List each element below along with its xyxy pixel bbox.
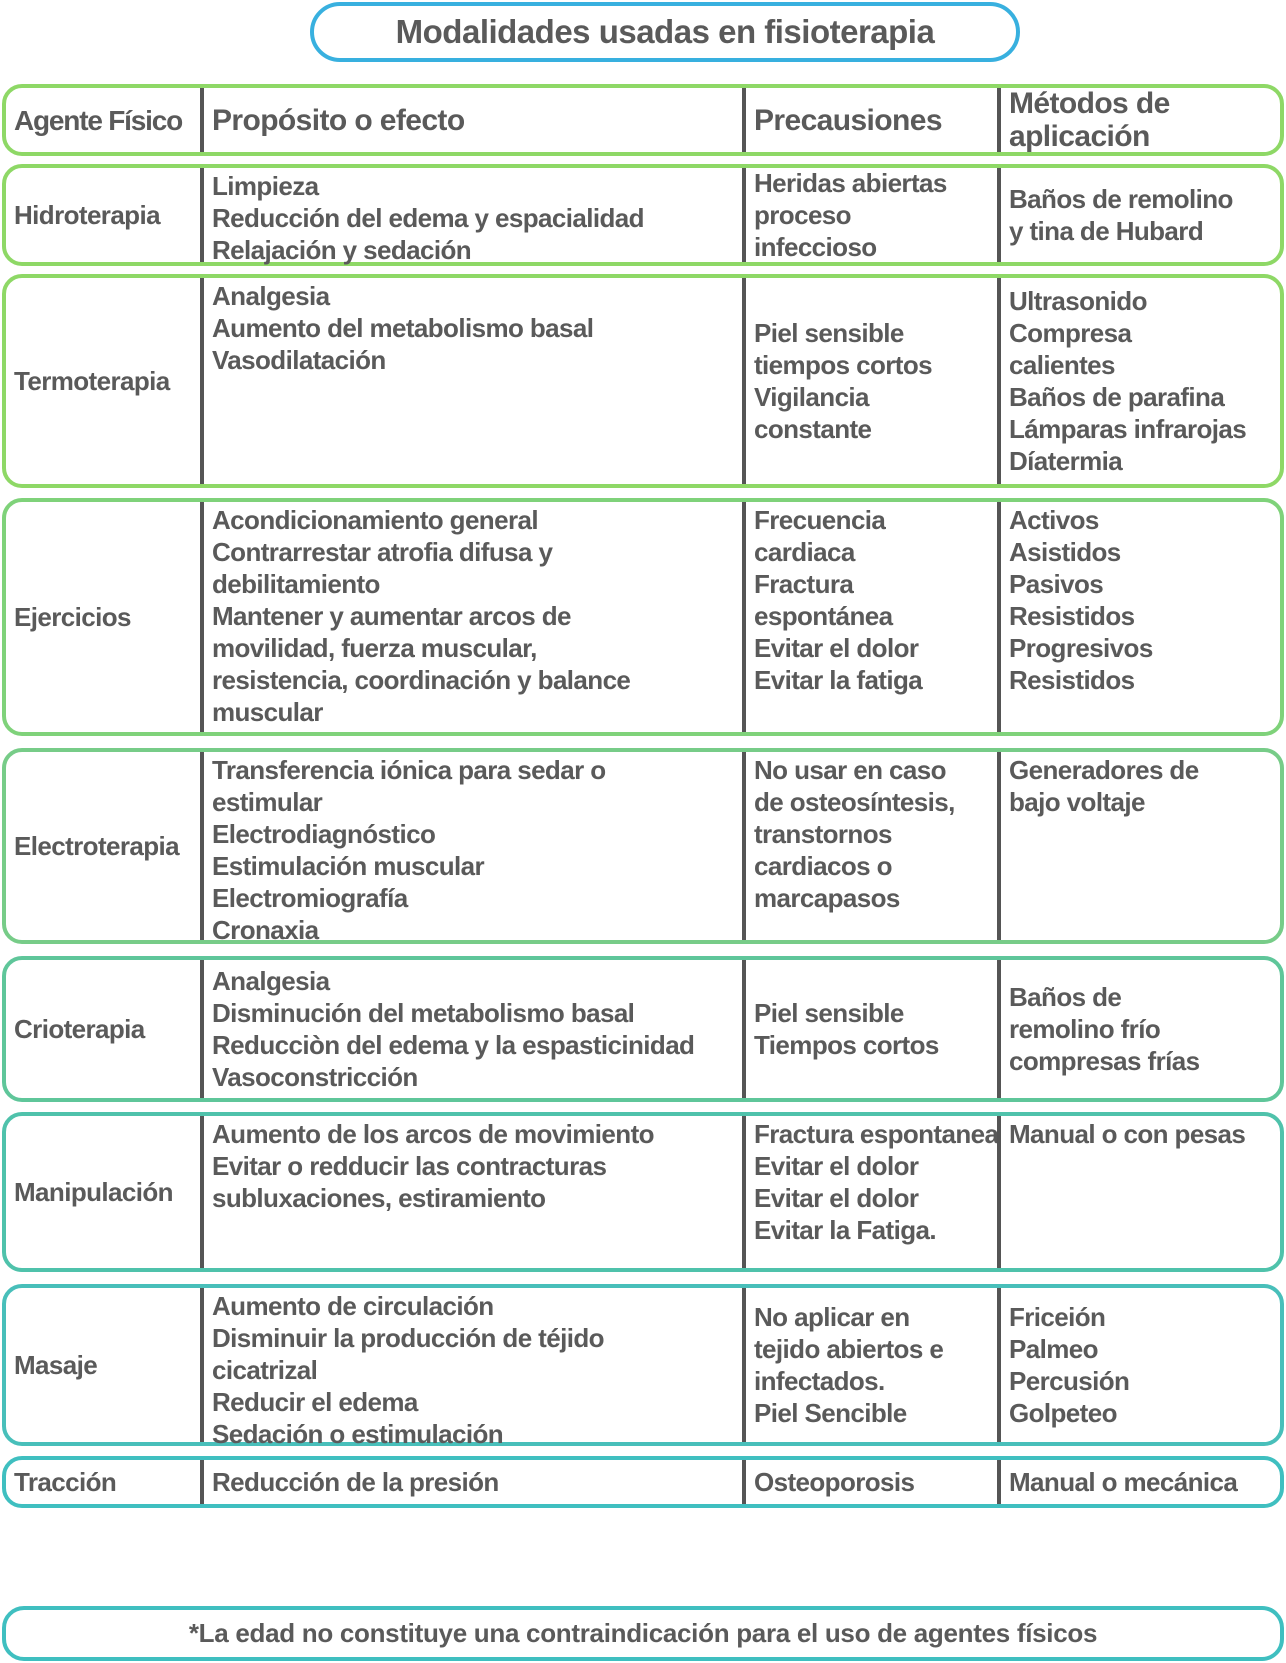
purpose-line: Analgesia (212, 281, 330, 311)
purpose-cell (200, 1460, 742, 1504)
purpose-line: subluxaciones, estiramiento (212, 1183, 546, 1213)
agent-cell (6, 752, 200, 940)
agent-name: Manipulación (14, 1176, 173, 1207)
purpose-line: Reducciòn del edema y la espasticinidad (212, 1030, 695, 1060)
purpose-line: Relajación y sedación (212, 235, 472, 265)
methods-cell (997, 1460, 1280, 1504)
precautions-line: cardiacos o (754, 851, 892, 881)
purpose-line: Contrarrestar atrofia difusa y (212, 537, 553, 567)
header-purpose-cell (200, 88, 742, 152)
precautions-line: Frecuencia (754, 505, 886, 535)
precautions-cell (742, 1460, 997, 1504)
precautions-line: transtornos (754, 819, 892, 849)
methods-cell (997, 1116, 1280, 1268)
agent-name: Ejercicios (14, 601, 131, 632)
methods-line: Manual o con pesas (1009, 1119, 1246, 1149)
purpose-line: movilidad, fuerza muscular, (212, 633, 537, 663)
precautions-line: No usar en caso (754, 755, 946, 785)
purpose-line: Aumento de circulación (212, 1291, 494, 1321)
precautions-line: espontánea (754, 601, 893, 631)
header-purpose: Propósito o efecto (212, 103, 465, 137)
table-row (2, 1284, 1284, 1449)
agent-cell (6, 278, 200, 484)
purpose-line: Electromiografía (212, 883, 408, 913)
precautions-line: Fractura espontanea (754, 1119, 999, 1149)
agent-cell (6, 1460, 200, 1504)
purpose-line: Vasodilatación (212, 345, 386, 375)
precautions-line: Vigilancia (754, 382, 869, 412)
methods-line: calientes (1009, 350, 1115, 380)
header-precautions-cell (742, 88, 997, 152)
table-row (2, 274, 1284, 488)
purpose-line: Mantener y aumentar arcos de (212, 601, 571, 631)
methods-line: Asistidos (1009, 537, 1121, 567)
precautions-cell (742, 278, 997, 484)
precautions-line: infeccioso (754, 232, 877, 262)
header-methods-line-2: aplicación (1009, 120, 1150, 153)
precautions-cell (742, 1288, 997, 1442)
agent-name: Termoterapia (14, 365, 170, 396)
agent-name: Masaje (14, 1349, 98, 1380)
methods-line: Palmeo (1009, 1334, 1098, 1364)
table-header-row (2, 84, 1284, 156)
precautions-line: cardiaca (754, 537, 855, 567)
purpose-line: Reducción del edema y espacialidad (212, 203, 644, 233)
purpose-cell (200, 752, 742, 945)
agent-cell (6, 960, 200, 1098)
methods-line: Manual o mecánica (1009, 1467, 1238, 1497)
methods-line: Baños de (1009, 982, 1122, 1012)
purpose-line: estimular (212, 787, 323, 817)
methods-line: Pasivos (1009, 569, 1104, 599)
precautions-line: Evitar el dolor (754, 633, 919, 663)
methods-cell (997, 752, 1280, 940)
precautions-line: Osteoporosis (754, 1467, 915, 1497)
precautions-line: marcapasos (754, 883, 900, 913)
methods-line: Lámparas infrarojas (1009, 414, 1247, 444)
methods-line: remolino frío (1009, 1014, 1161, 1044)
purpose-line: Evitar o redducir las contracturas (212, 1151, 607, 1181)
purpose-line: Aumento del metabolismo basal (212, 313, 594, 343)
precautions-line: No aplicar en (754, 1302, 910, 1332)
precautions-line: Tiempos cortos (754, 1030, 939, 1060)
purpose-cell (200, 1288, 742, 1449)
precautions-cell (742, 1116, 997, 1268)
precautions-line: Piel Sencible (754, 1398, 907, 1428)
methods-line: Resistidos (1009, 665, 1135, 695)
precautions-line: Piel sensible (754, 998, 904, 1028)
table-row (2, 1456, 1284, 1508)
methods-cell (997, 168, 1280, 262)
purpose-line: cicatrizal (212, 1355, 318, 1385)
agent-cell (6, 502, 200, 732)
purpose-line: Reducir el edema (212, 1387, 418, 1417)
agent-cell (6, 1288, 200, 1442)
precautions-cell (742, 960, 997, 1098)
precautions-line: Piel sensible (754, 318, 904, 348)
header-agent: Agente Físico (14, 104, 182, 136)
methods-cell (997, 502, 1280, 732)
purpose-cell (200, 960, 742, 1098)
purpose-line: Disminuir la producción de téjido (212, 1323, 604, 1353)
purpose-cell (200, 502, 742, 732)
precautions-cell (742, 752, 997, 940)
purpose-line: Electrodiagnóstico (212, 819, 436, 849)
purpose-line: Disminución del metabolismo basal (212, 998, 635, 1028)
precautions-line: Heridas abiertas (754, 168, 947, 198)
header-methods-line-1: Métodos de (1009, 87, 1170, 120)
table-row (2, 1112, 1284, 1272)
agent-cell (6, 1116, 200, 1268)
precautions-line: tiempos cortos (754, 350, 932, 380)
methods-cell (997, 278, 1280, 484)
agent-name: Crioterapia (14, 1013, 145, 1044)
table-row (2, 164, 1284, 266)
page-title: Modalidades usadas en fisioterapia (310, 2, 1020, 62)
precautions-line: tejido abiertos e (754, 1334, 944, 1364)
precautions-line: Evitar el dolor (754, 1151, 919, 1181)
precautions-line: Evitar la Fatiga. (754, 1215, 936, 1245)
methods-line: y tina de Hubard (1009, 216, 1204, 246)
precautions-line: infectados. (754, 1366, 885, 1396)
purpose-line: Cronaxia (212, 915, 319, 945)
purpose-line: muscular (212, 697, 323, 727)
table-row (2, 498, 1284, 736)
agent-name: Electroterapia (14, 830, 180, 861)
methods-line: Compresa (1009, 318, 1132, 348)
purpose-line: Estimulación muscular (212, 851, 485, 881)
header-methods-cell (997, 88, 1280, 152)
precautions-cell (742, 168, 997, 262)
purpose-line: Limpieza (212, 171, 319, 201)
methods-line: Progresivos (1009, 633, 1153, 663)
purpose-cell (200, 168, 742, 265)
purpose-line: Vasoconstricción (212, 1062, 418, 1092)
methods-line: Resistidos (1009, 601, 1135, 631)
header-agent-cell (6, 88, 200, 152)
purpose-line: Transferencia iónica para sedar o (212, 755, 606, 785)
purpose-line: Aumento de los arcos de movimiento (212, 1119, 654, 1149)
precautions-line: de osteosíntesis, (754, 787, 955, 817)
precautions-cell (742, 502, 997, 732)
methods-line: Baños de parafina (1009, 382, 1225, 412)
methods-line: Activos (1009, 505, 1099, 535)
table-row (2, 748, 1284, 944)
purpose-cell (200, 278, 742, 484)
purpose-line: Sedación o estimulación (212, 1419, 504, 1449)
table-row (2, 956, 1284, 1102)
precautions-line: constante (754, 414, 872, 444)
methods-line: Golpeteo (1009, 1398, 1117, 1428)
methods-line: Díatermia (1009, 446, 1123, 476)
header-precautions: Precausiones (754, 103, 942, 137)
methods-line: Friceión (1009, 1302, 1106, 1332)
methods-line: Percusión (1009, 1366, 1130, 1396)
precautions-line: Evitar la fatiga (754, 665, 923, 695)
methods-line: bajo voltaje (1009, 787, 1145, 817)
methods-cell (997, 960, 1280, 1098)
methods-line: compresas frías (1009, 1046, 1200, 1076)
purpose-cell (200, 1116, 742, 1268)
precautions-line: Evitar el dolor (754, 1183, 919, 1213)
purpose-line: Analgesia (212, 966, 330, 996)
agent-name: Hidroterapia (14, 199, 160, 230)
methods-line: Ultrasonido (1009, 286, 1147, 316)
methods-line: Generadores de (1009, 755, 1199, 785)
purpose-line: debilitamiento (212, 569, 380, 599)
precautions-line: proceso (754, 200, 851, 230)
agent-name: Tracción (14, 1466, 117, 1497)
methods-cell (997, 1288, 1280, 1442)
footnote: *La edad no constituye una contraindicación para el uso de agentes físicos (2, 1606, 1284, 1661)
precautions-line: Fractura (754, 569, 854, 599)
methods-line: Baños de remolino (1009, 184, 1233, 214)
purpose-line: Acondicionamiento general (212, 505, 538, 535)
purpose-line: resistencia, coordinación y balance (212, 665, 631, 695)
purpose-line: Reducción de la presión (212, 1467, 499, 1497)
agent-cell (6, 168, 200, 262)
